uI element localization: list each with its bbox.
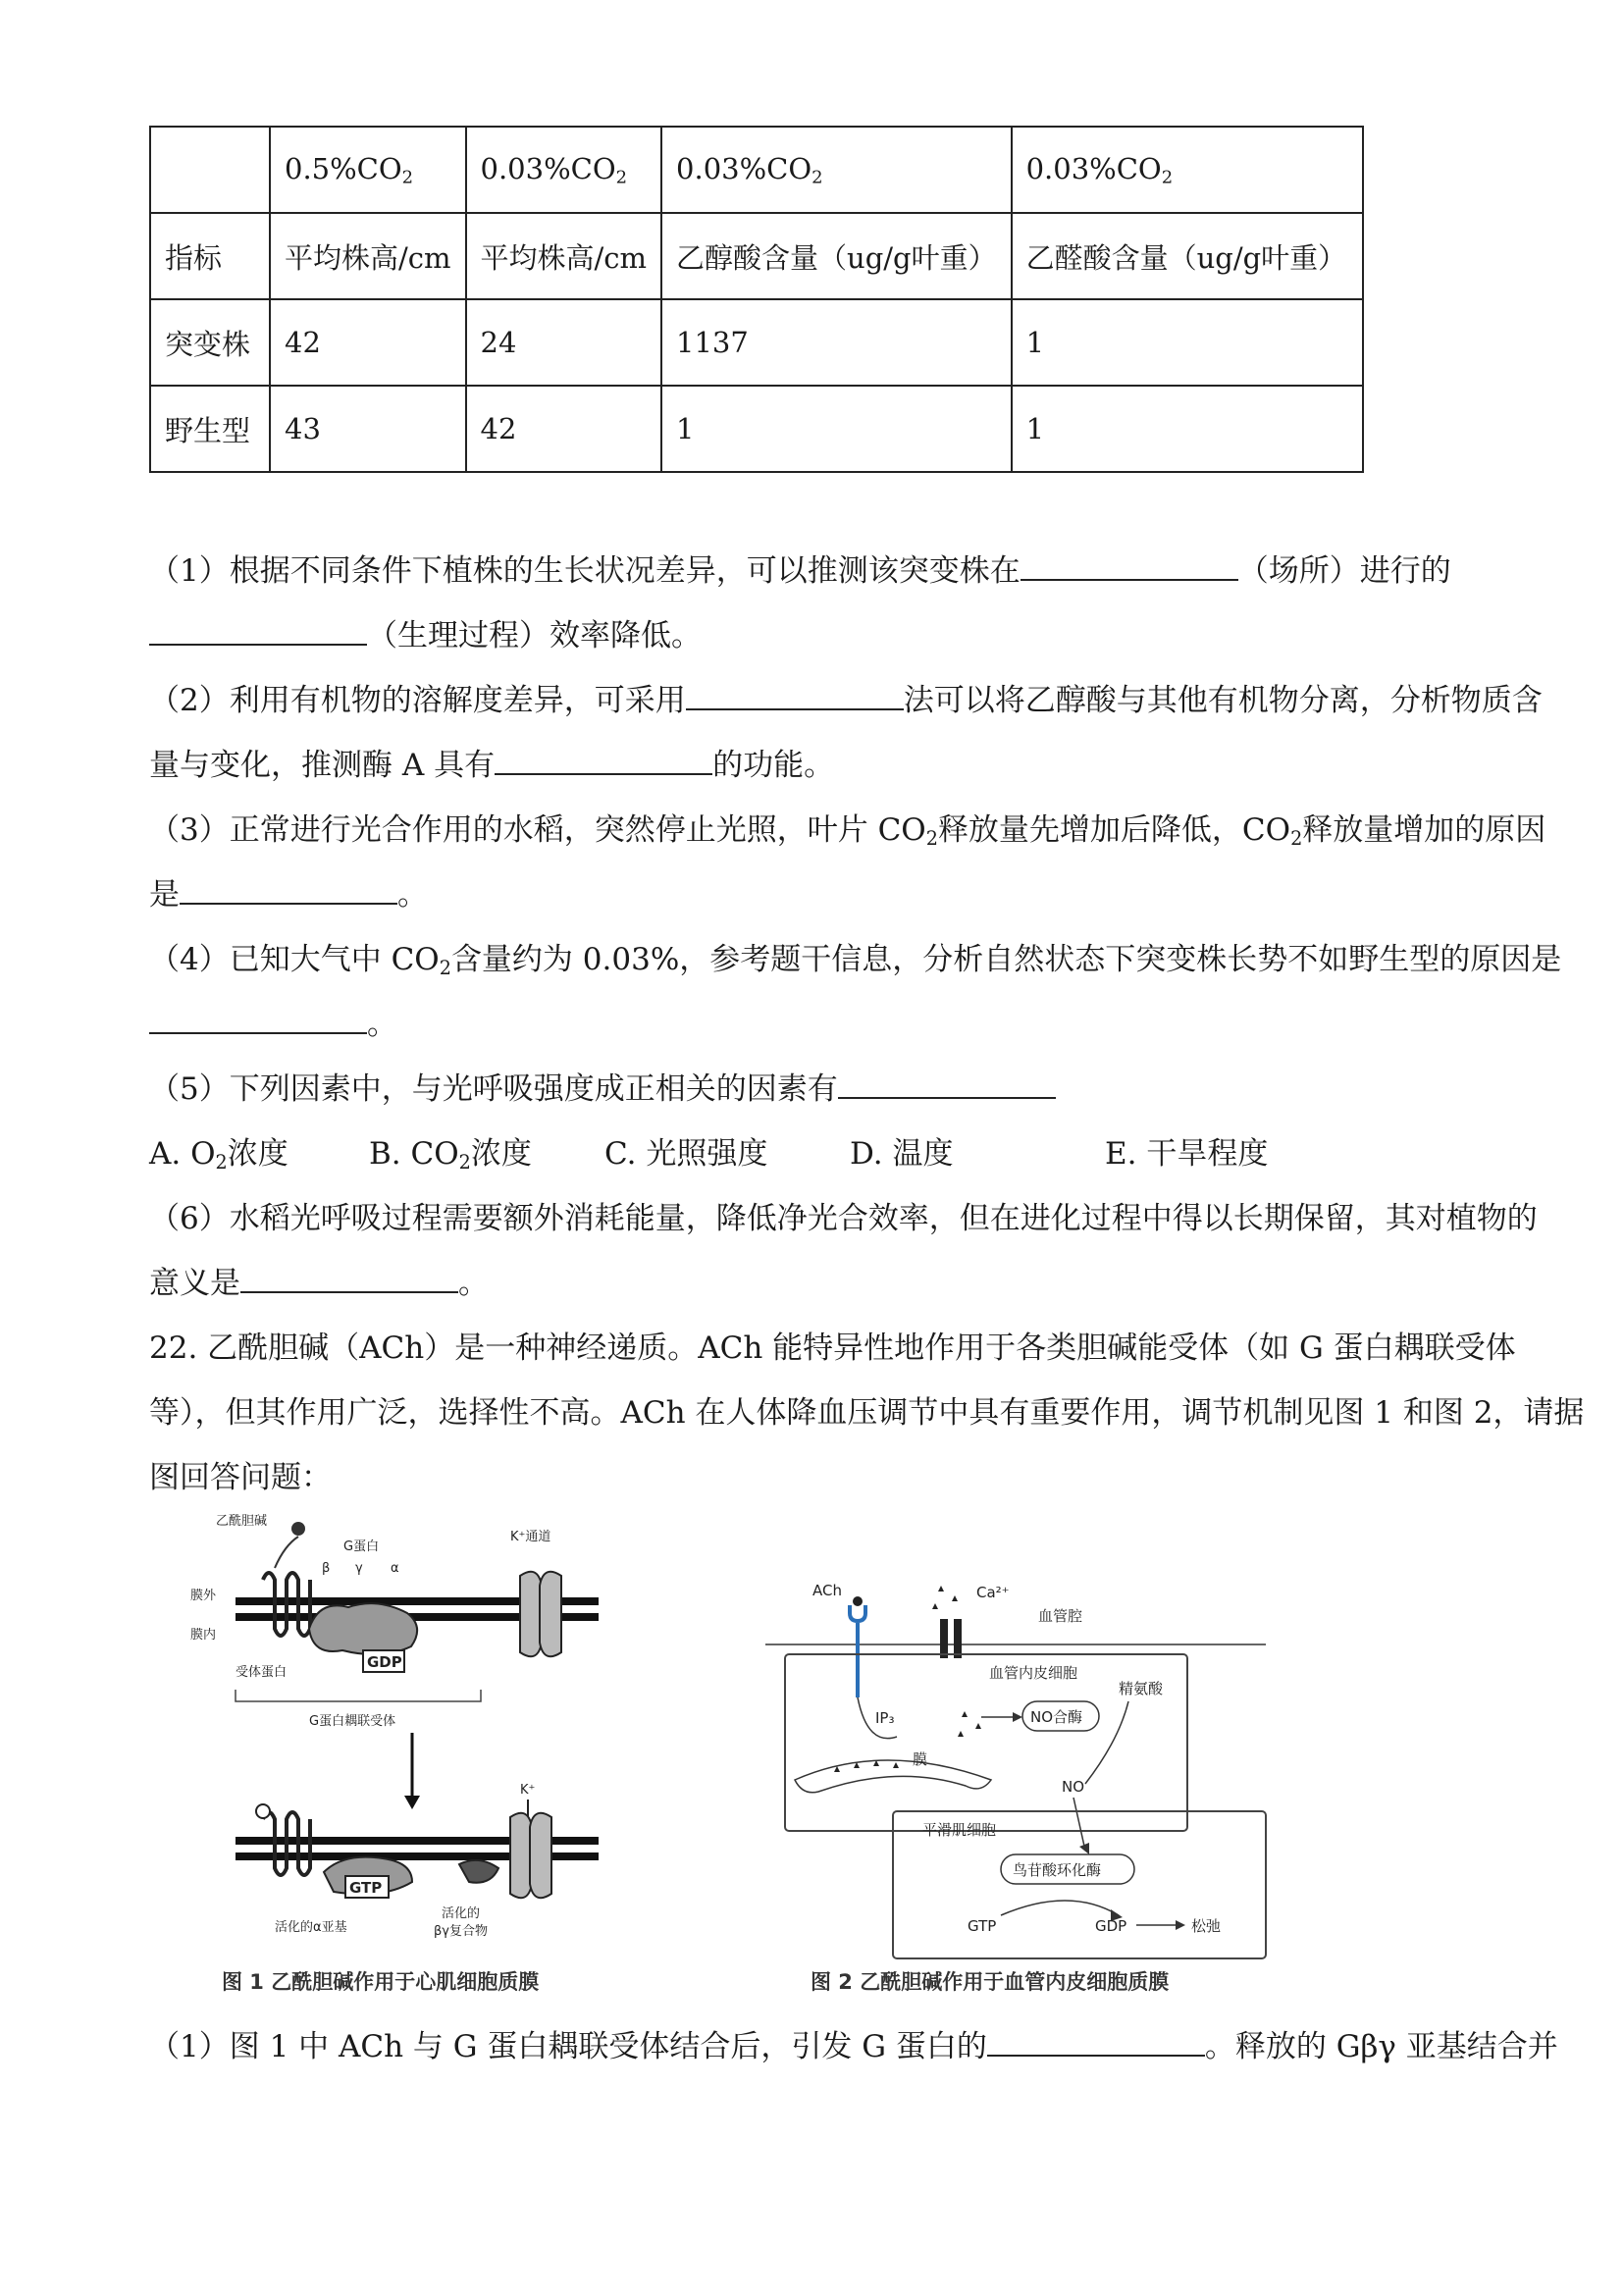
table-cell: 1 [1012, 299, 1363, 386]
table-cell: 野生型 [150, 386, 270, 472]
label-inside: 膜内 [190, 1628, 217, 1643]
option-e[interactable]: E. 干旱程度 [1105, 1136, 1269, 1172]
label-ach: 乙酰胆碱 [216, 1514, 268, 1529]
svg-text:K⁺: K⁺ [520, 1783, 536, 1798]
question-22-line-1: 22. 乙酰胆碱（ACh）是一种神经递质。ACh 能特异性地作用于各类胆碱能受体（如 G 蛋白耦联受体 [149, 1331, 1516, 1366]
question-6-line-1: （6）水稻光呼吸过程需要额外消耗能量，降低净光合效率，但在进化过程中得以长期保留，其对植物的 [149, 1201, 1538, 1236]
label-smooth-muscle: 平滑肌细胞 [922, 1821, 997, 1839]
answer-blank[interactable] [240, 1262, 458, 1293]
answer-blank[interactable] [149, 614, 367, 646]
table-cell: $0.03\%CO_2$ [466, 127, 662, 213]
figure-2-caption: 图 2 乙酰胆碱作用于血管内皮细胞质膜 [811, 1970, 1170, 1994]
answer-blank[interactable] [149, 1003, 367, 1034]
question-3-line-1: （3）正常进行光合作用的水稻，突然停止光照，叶片 $CO_2$释放量先增加后降低，$CO_2$释放量增加的原因 [149, 812, 1546, 850]
svg-text:GDP: GDP [367, 1653, 402, 1671]
answer-blank[interactable] [838, 1068, 1056, 1099]
table-cell: 42 [270, 299, 466, 386]
option-c[interactable]: C. 光照强度 [604, 1136, 768, 1172]
svg-text:γ: γ [355, 1561, 363, 1576]
figure-1-cardiac-membrane [190, 1511, 608, 1953]
table-cell: 1137 [661, 299, 1012, 386]
table-cell: $0.03\%CO_2$ [661, 127, 1012, 213]
answer-blank[interactable] [987, 2025, 1205, 2057]
table-row [150, 299, 1363, 386]
svg-text:β: β [322, 1561, 331, 1576]
label-receptor: 受体蛋白 [236, 1665, 288, 1680]
table-cell: 乙醇酸含量（ug/g叶重） [661, 213, 1012, 299]
arrow-down-icon [404, 1796, 420, 1809]
table-cell: 突变株 [150, 299, 270, 386]
question-4-line-2: 。 [149, 1003, 397, 1046]
table-cell: 指标 [150, 213, 270, 299]
table-row [150, 386, 1363, 472]
svg-text:GDP: GDP [1095, 1917, 1127, 1935]
svg-text:GTP: GTP [349, 1879, 383, 1897]
question-2-line-2: 量与变化，推测酶 A 具有 的功能。 [149, 744, 834, 787]
question-2-line-1: （2）利用有机物的溶解度差异，可采用 法可以将乙醇酸与其他有机物分离，分析物质含 [149, 679, 1543, 722]
table-cell: 平均株高/cm [270, 213, 466, 299]
label-lumen: 血管腔 [1038, 1607, 1083, 1625]
label-membrane: 膜 [913, 1750, 928, 1768]
answer-blank[interactable] [1021, 549, 1238, 581]
question-5-line-1: （5）下列因素中，与光呼吸强度成正相关的因素有 [149, 1068, 1056, 1111]
question-6-line-2: 意义是 。 [149, 1262, 489, 1305]
question-22-line-3: 图回答问题： [149, 1460, 332, 1495]
ach-molecule-icon [291, 1522, 305, 1536]
label-nos: NO合酶 [1030, 1708, 1083, 1726]
label-ach: ACh [812, 1582, 842, 1599]
label-ca: Ca²⁺ [976, 1584, 1010, 1601]
answer-blank[interactable] [495, 744, 712, 775]
label-g-protein: G蛋白 [343, 1539, 380, 1554]
option-b[interactable]: B. $CO_2$浓度 [369, 1136, 532, 1174]
label-k-channel: K⁺通道 [510, 1530, 551, 1544]
question-22-part-1: （1）图 1 中 ACh 与 G 蛋白耦联受体结合后，引发 G 蛋白的 。释放的 Gβγ 亚基结合并 [149, 2025, 1558, 2068]
label-gc: 鸟苷酸环化酶 [1013, 1861, 1102, 1879]
question-22-line-2: 等），但其作用广泛，选择性不高。ACh 在人体降血压调节中具有重要作用，调节机制见图 1 和图 2，请据 [149, 1395, 1585, 1431]
label-relax: 松弛 [1191, 1917, 1222, 1935]
table-cell: 42 [466, 386, 662, 472]
label-arginine: 精氨酸 [1119, 1680, 1164, 1697]
label-alpha-active: 活化的α亚基 [275, 1920, 347, 1935]
table-cell: 43 [270, 386, 466, 472]
label-outside: 膜外 [190, 1589, 217, 1603]
table-cell: 24 [466, 299, 662, 386]
table-cell: 1 [661, 386, 1012, 472]
svg-text:活化的: 活化的 [442, 1906, 481, 1921]
figure-1-caption: 图 1 乙酰胆碱作用于心肌细胞质膜 [222, 1970, 540, 1994]
svg-text:IP₃: IP₃ [875, 1709, 895, 1727]
table-cell: $0.03\%CO_2$ [1012, 127, 1363, 213]
question-3-line-2: 是 。 [149, 873, 428, 916]
table-cell: 平均株高/cm [466, 213, 662, 299]
arrow-right-icon [1176, 1920, 1185, 1930]
question-4-line-1: （4）已知大气中 $CO_2$含量约为 0.03%，参考题干信息，分析自然状态下突变株长势不如野生型的原因是 [149, 942, 1562, 979]
answer-blank[interactable] [180, 873, 397, 905]
label-gpcr: G蛋白耦联受体 [309, 1714, 396, 1729]
svg-text:GTP: GTP [968, 1917, 997, 1935]
table-indicator-row [150, 213, 1363, 299]
question-5-options [149, 1132, 1268, 1184]
svg-text:α: α [391, 1561, 399, 1576]
label-no: NO [1062, 1778, 1085, 1796]
label-endothelial: 血管内皮细胞 [989, 1664, 1078, 1682]
figure-2-endothelial-membrane [765, 1570, 1276, 1962]
option-a[interactable]: A. $O_2$浓度 [149, 1136, 288, 1174]
table-cell: $0.5\%CO_2$ [270, 127, 466, 213]
table-cell: 1 [1012, 386, 1363, 472]
table-cell: 乙醛酸含量（ug/g叶重） [1012, 213, 1363, 299]
table-cell [150, 127, 270, 213]
option-d[interactable]: D. 温度 [850, 1136, 954, 1172]
svg-text:βγ复合物: βγ复合物 [434, 1924, 488, 1939]
answer-blank[interactable] [686, 679, 904, 710]
question-1-line-2: （生理过程）效率降低。 [149, 614, 702, 657]
question-1-line-1: （1）根据不同条件下植株的生长状况差异，可以推测该突变株在 （场所）进行的 [149, 549, 1451, 593]
table-header-row [150, 127, 1363, 213]
data-table [149, 126, 1364, 473]
